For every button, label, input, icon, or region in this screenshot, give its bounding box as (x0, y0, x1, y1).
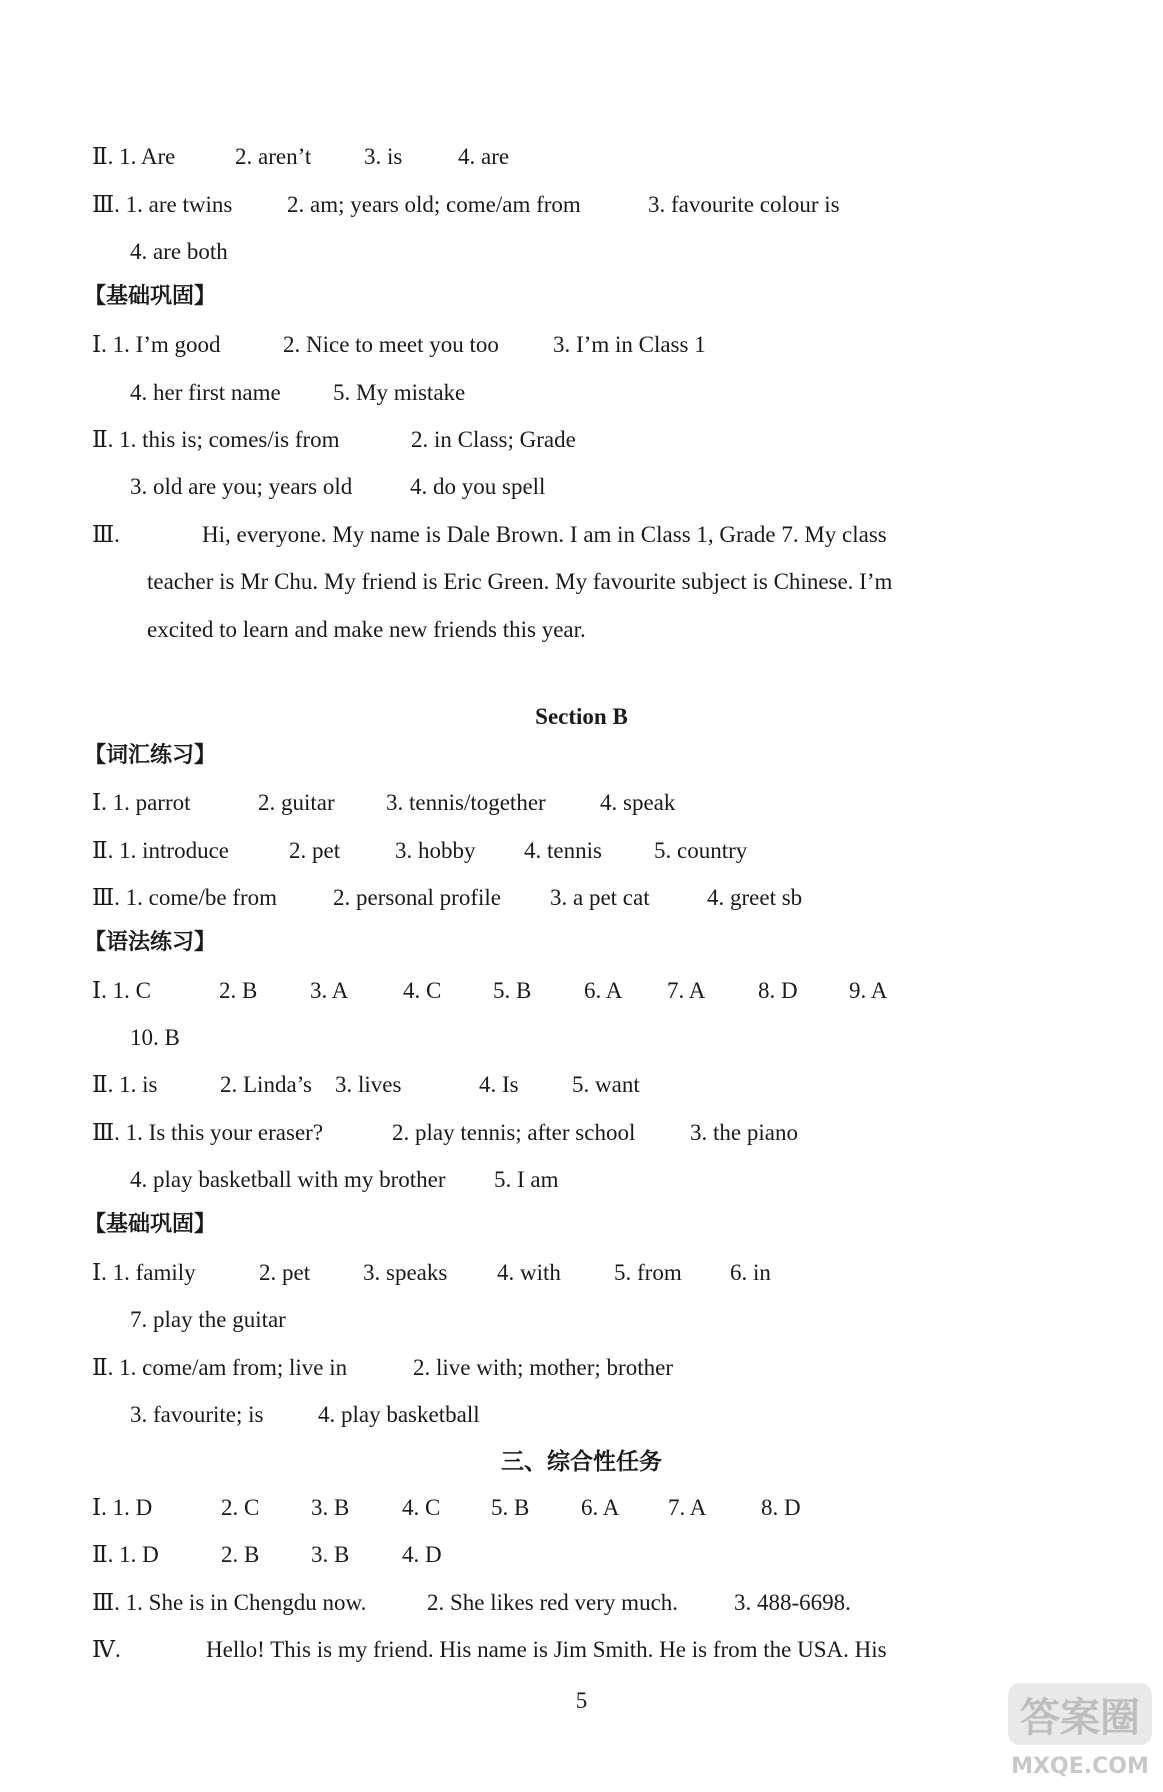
answer-item: 3. hobby (395, 838, 476, 863)
answer-lead: 3. old are you; years old (130, 474, 353, 499)
answer-item: 2. pet (259, 1260, 311, 1285)
answer-item: 2. guitar (258, 790, 335, 815)
answer-lead: Ⅰ. 1. C (92, 978, 151, 1003)
paragraph-line: Hi, everyone. My name is Dale Brown. I am in Class 1, Grade 7. My class (202, 522, 887, 547)
answer-item: 9. A (849, 978, 888, 1003)
answer-item: 4. C (403, 978, 442, 1003)
answer-item: 2. Linda’s (220, 1072, 312, 1097)
answer-item: 5. country (654, 838, 748, 863)
section-heading: 【基础巩固】 (84, 284, 217, 309)
answer-lead: Ⅲ. 1. She is in Chengdu now. (92, 1590, 367, 1615)
answer-item: 5. My mistake (333, 380, 466, 405)
answer-item: 2. live with; mother; brother (413, 1355, 673, 1380)
answer-item: 5. want (572, 1072, 640, 1097)
section-title: Section B (535, 704, 628, 729)
answer-lead: Ⅰ. 1. parrot (92, 790, 191, 815)
answer-lead: 4. play basketball with my brother (130, 1167, 446, 1192)
paragraph-section-b-4: Hello! This is my friend. His name is Jim Smith. He is from the USA. His (206, 1637, 887, 1662)
answer-lead: Ⅰ. 1. I’m good (92, 332, 221, 357)
page-number: 5 (575, 1688, 588, 1713)
answer-item: 8. D (761, 1495, 801, 1520)
answer-item: 7. A (668, 1495, 707, 1520)
answer-item: 3. is (364, 144, 403, 169)
answer-lead: Ⅳ. (92, 1637, 121, 1662)
answer-item: 4. D (402, 1542, 442, 1567)
answer-item: 5. B (493, 978, 532, 1003)
answer-lead: Ⅱ. 1. introduce (92, 838, 229, 863)
answer-item: 6. in (730, 1260, 771, 1285)
answer-item: 7. A (667, 978, 706, 1003)
answer-item: 2. B (219, 978, 258, 1003)
answer-item: 4. play basketball (318, 1402, 480, 1427)
answer-item: 2. aren’t (235, 144, 312, 169)
answer-lead: Ⅱ. 1. is (92, 1072, 158, 1097)
section-heading: 【基础巩固】 (84, 1212, 217, 1237)
answer-lead: Ⅱ. 1. come/am from; live in (92, 1355, 348, 1380)
answer-item: 2. personal profile (333, 885, 501, 910)
answer-item: 4. C (402, 1495, 441, 1520)
answer-item: 4. are (458, 144, 510, 169)
answer-item: 4. tennis (524, 838, 602, 863)
answer-item: 2. B (221, 1542, 260, 1567)
answer-item: 3. speaks (363, 1260, 448, 1285)
answer-lead: Ⅲ. 1. are twins (92, 192, 233, 217)
section-title: 三、综合性任务 (501, 1449, 662, 1475)
answer-item: 4. speak (600, 790, 676, 815)
answer-item: 5. I am (494, 1167, 559, 1192)
answer-item: 2. C (221, 1495, 260, 1520)
answer-item: 4. do you spell (410, 474, 546, 499)
answer-item: 3. lives (335, 1072, 402, 1097)
answer-item: 2. Nice to meet you too (283, 332, 499, 357)
answer-lead: 4. her first name (130, 380, 281, 405)
answer-item: 2. play tennis; after school (392, 1120, 636, 1145)
answer-item: 3. A (310, 978, 349, 1003)
section-heading: 【语法练习】 (84, 930, 217, 955)
watermark-bottom-text: MXQE.COM (1011, 1754, 1149, 1779)
answer-item: 3. I’m in Class 1 (553, 332, 706, 357)
answer-item: 6. A (584, 978, 623, 1003)
answer-lead: Ⅱ. 1. D (92, 1542, 159, 1567)
answer-item: 2. in Class; Grade (411, 427, 576, 452)
answer-item: 8. D (758, 978, 798, 1003)
answer-item: 3. 488-6698. (734, 1590, 851, 1615)
watermark-top-text: 答案圈 (1020, 1695, 1140, 1741)
answer-item: 3. a pet cat (550, 885, 650, 910)
answer-item: 5. from (614, 1260, 682, 1285)
answer-item: 3. the piano (690, 1120, 798, 1145)
watermark-logo (1000, 1665, 1160, 1785)
answer-item: 2. pet (289, 838, 341, 863)
answer-item: 4. Is (479, 1072, 519, 1097)
answer-lead: Ⅰ. 1. D (92, 1495, 153, 1520)
answer-item: 2. am; years old; come/am from (287, 192, 581, 217)
answer-item: 2. She likes red very much. (427, 1590, 679, 1615)
answer-item: 4. with (497, 1260, 561, 1285)
answer-item: 3. tennis/together (386, 790, 546, 815)
answer-item: 5. B (491, 1495, 530, 1520)
answer-lead: Ⅱ. 1. Are (92, 144, 176, 169)
answer-lead: Ⅲ. 1. come/be from (92, 885, 278, 910)
paragraph-line: excited to learn and make new friends this year. (147, 617, 586, 642)
section-heading: 【词汇练习】 (84, 743, 217, 768)
answer-lead: Ⅲ. 1. Is this your eraser? (92, 1120, 324, 1145)
answer-lead: Ⅲ. (92, 522, 120, 547)
answer-lead: 3. favourite; is (130, 1402, 264, 1427)
answer-lead: 4. are both (130, 239, 228, 264)
answer-lead: Ⅱ. 1. this is; comes/is from (92, 427, 340, 452)
answer-item: 3. B (311, 1542, 350, 1567)
answer-item: 3. B (311, 1495, 350, 1520)
answer-lead: 10. B (130, 1025, 180, 1050)
paragraph-line: teacher is Mr Chu. My friend is Eric Green. My favourite subject is Chinese. I’m (147, 569, 893, 594)
answer-lead: Ⅰ. 1. family (92, 1260, 196, 1285)
answer-lead: 7. play the guitar (130, 1307, 286, 1332)
answer-item: 6. A (581, 1495, 620, 1520)
answer-item: 3. favourite colour is (648, 192, 840, 217)
answer-item: 4. greet sb (707, 885, 803, 910)
